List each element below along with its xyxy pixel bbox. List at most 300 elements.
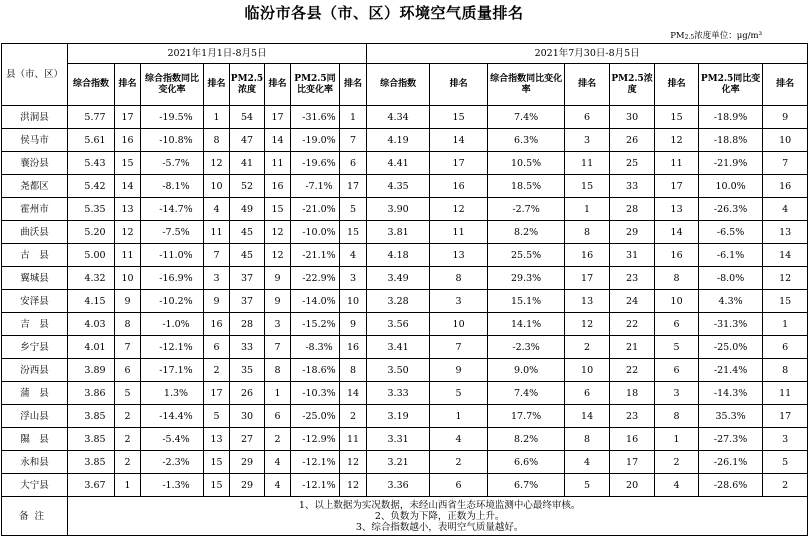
table-cell: 6 xyxy=(565,382,610,405)
table-cell: 4.15 xyxy=(68,290,115,313)
table-cell: 2 xyxy=(115,451,141,474)
table-cell: 7 xyxy=(430,336,488,359)
table-cell: 7.4% xyxy=(488,382,565,405)
county-name: 洪洞县 xyxy=(2,106,68,129)
table-cell: -14.4% xyxy=(141,405,204,428)
table-cell: 16 xyxy=(204,313,230,336)
table-cell: 33 xyxy=(610,175,655,198)
table-cell: 15 xyxy=(565,175,610,198)
table-cell: 6 xyxy=(655,313,699,336)
notes-row xyxy=(2,497,808,536)
table-cell: -5.7% xyxy=(141,152,204,175)
table-cell: 11 xyxy=(565,152,610,175)
table-cell: -8.3% xyxy=(291,336,340,359)
county-name: 蒲 县 xyxy=(2,382,68,405)
table-cell: 2 xyxy=(265,428,291,451)
col-index-change: 综合指数同比变化率 xyxy=(141,64,204,106)
period1-header: 2021年1月1日-8月5日 xyxy=(68,44,367,64)
table-cell: 15 xyxy=(204,474,230,497)
table-cell: 1 xyxy=(115,474,141,497)
table-cell: 17 xyxy=(265,106,291,129)
table-cell: 8 xyxy=(115,313,141,336)
table-cell: 3.33 xyxy=(367,382,430,405)
table-cell: -21.9% xyxy=(699,152,763,175)
table-row xyxy=(2,405,808,428)
table-cell: 17 xyxy=(115,106,141,129)
table-cell: 28 xyxy=(610,198,655,221)
table-cell: 14 xyxy=(655,221,699,244)
table-cell: 15 xyxy=(204,451,230,474)
table-cell: 17 xyxy=(204,382,230,405)
table-cell: 1 xyxy=(340,106,367,129)
col-rank: 排名 xyxy=(340,64,367,106)
table-cell: 4 xyxy=(265,474,291,497)
county-name: 襄汾县 xyxy=(2,152,68,175)
table-cell: 3.28 xyxy=(367,290,430,313)
table-cell: 14 xyxy=(115,175,141,198)
table-cell: 10.5% xyxy=(488,152,565,175)
table-cell: 5 xyxy=(763,451,808,474)
col-index: 综合指数 xyxy=(68,64,115,106)
table-cell: 25.5% xyxy=(488,244,565,267)
table-cell: 4.01 xyxy=(68,336,115,359)
table-cell: 3.85 xyxy=(68,428,115,451)
table-cell: -1.3% xyxy=(141,474,204,497)
table-cell: 8 xyxy=(265,359,291,382)
table-cell: 4 xyxy=(655,474,699,497)
table-cell: 6 xyxy=(115,359,141,382)
table-cell: 12 xyxy=(565,313,610,336)
table-cell: 17 xyxy=(340,175,367,198)
table-cell: 9 xyxy=(265,267,291,290)
county-name: 尧都区 xyxy=(2,175,68,198)
table-cell: 1 xyxy=(565,198,610,221)
table-cell: 13 xyxy=(655,198,699,221)
table-cell: 4 xyxy=(430,428,488,451)
table-cell: 11 xyxy=(265,152,291,175)
table-row xyxy=(2,198,808,221)
table-cell: 10 xyxy=(115,267,141,290)
table-cell: 24 xyxy=(610,290,655,313)
table-cell: -18.8% xyxy=(699,129,763,152)
table-cell: 11 xyxy=(115,244,141,267)
table-cell: 23 xyxy=(610,267,655,290)
table-cell: 4.3% xyxy=(699,290,763,313)
table-cell: 14.1% xyxy=(488,313,565,336)
table-cell: 12 xyxy=(763,267,808,290)
col-rank: 排名 xyxy=(265,64,291,106)
unit-label: PM2.5浓度单位：μg/m³ xyxy=(670,31,762,41)
table-cell: -14.7% xyxy=(141,198,204,221)
table-cell: 30 xyxy=(610,106,655,129)
county-name: 安泽县 xyxy=(2,290,68,313)
table-cell: -8.0% xyxy=(699,267,763,290)
table-cell: -26.1% xyxy=(699,451,763,474)
county-name: 乡宁县 xyxy=(2,336,68,359)
table-cell: -10.2% xyxy=(141,290,204,313)
table-cell: -14.3% xyxy=(699,382,763,405)
table-cell: 3.36 xyxy=(367,474,430,497)
table-cell: 9 xyxy=(204,290,230,313)
table-cell: 6 xyxy=(340,152,367,175)
table-cell: 6.3% xyxy=(488,129,565,152)
table-cell: 12 xyxy=(340,474,367,497)
county-name: 曲沃县 xyxy=(2,221,68,244)
table-cell: 2 xyxy=(763,474,808,497)
table-cell: 8 xyxy=(430,267,488,290)
table-cell: -8.1% xyxy=(141,175,204,198)
table-cell: 11 xyxy=(430,221,488,244)
table-cell: 17 xyxy=(610,451,655,474)
table-cell: 25 xyxy=(610,152,655,175)
table-cell: 3.67 xyxy=(68,474,115,497)
table-cell: 23 xyxy=(610,405,655,428)
table-cell: -2.3% xyxy=(141,451,204,474)
table-cell: 4.34 xyxy=(367,106,430,129)
table-cell: 33 xyxy=(230,336,265,359)
table-cell: 3.89 xyxy=(68,359,115,382)
table-cell: 1 xyxy=(265,382,291,405)
table-cell: 1 xyxy=(204,106,230,129)
table-cell: 1.3% xyxy=(141,382,204,405)
table-cell: 5.43 xyxy=(68,152,115,175)
col-rank: 排名 xyxy=(763,64,808,106)
table-cell: 9 xyxy=(340,313,367,336)
table-cell: -6.5% xyxy=(699,221,763,244)
table-cell: 16 xyxy=(610,428,655,451)
table-cell: 13 xyxy=(565,290,610,313)
table-cell: 14 xyxy=(430,129,488,152)
table-cell: 4 xyxy=(204,198,230,221)
table-cell: 16 xyxy=(430,175,488,198)
table-cell: 5 xyxy=(340,198,367,221)
table-row xyxy=(2,474,808,497)
table-cell: 47 xyxy=(230,129,265,152)
table-cell: -16.9% xyxy=(141,267,204,290)
table-row xyxy=(2,313,808,336)
notes-text xyxy=(68,497,808,536)
table-cell: 8 xyxy=(565,221,610,244)
table-cell: 12 xyxy=(204,152,230,175)
table-cell: 5.00 xyxy=(68,244,115,267)
table-cell: -11.0% xyxy=(141,244,204,267)
table-cell: -10.8% xyxy=(141,129,204,152)
table-cell: 8 xyxy=(204,129,230,152)
table-cell: 29 xyxy=(230,474,265,497)
table-cell: -10.3% xyxy=(291,382,340,405)
table-cell: -25.0% xyxy=(291,405,340,428)
table-cell: -18.9% xyxy=(699,106,763,129)
table-cell: 10 xyxy=(340,290,367,313)
note-line: 1、以上数据为实况数据，未经山西省生态环境监测中心最终审核。 xyxy=(298,499,581,511)
table-cell: -22.9% xyxy=(291,267,340,290)
table-cell: 13 xyxy=(763,221,808,244)
table-cell: 4.18 xyxy=(367,244,430,267)
table-cell: 21 xyxy=(610,336,655,359)
table-cell: 4.35 xyxy=(367,175,430,198)
table-row xyxy=(2,336,808,359)
table-cell: 4.03 xyxy=(68,313,115,336)
table-cell: 29 xyxy=(610,221,655,244)
note-line: 3、综合指数越小，表明空气质量越好。 xyxy=(355,521,524,533)
table-cell: 8.2% xyxy=(488,428,565,451)
table-row xyxy=(2,428,808,451)
table-cell: 5 xyxy=(655,336,699,359)
county-name: 翼城县 xyxy=(2,267,68,290)
county-name: 汾西县 xyxy=(2,359,68,382)
table-cell: 31 xyxy=(610,244,655,267)
table-cell: 10.0% xyxy=(699,175,763,198)
table-cell: 2 xyxy=(565,336,610,359)
table-row xyxy=(2,152,808,175)
table-row xyxy=(2,382,808,405)
table-cell: 11 xyxy=(655,152,699,175)
table-cell: 5.77 xyxy=(68,106,115,129)
table-cell: 5.42 xyxy=(68,175,115,198)
table-cell: -21.1% xyxy=(291,244,340,267)
table-cell: 3.21 xyxy=(367,451,430,474)
note-line: 2、负数为下降，正数为上升。 xyxy=(374,510,505,522)
table-row xyxy=(2,129,808,152)
table-cell: 26 xyxy=(230,382,265,405)
table-cell: 35 xyxy=(230,359,265,382)
table-cell: -7.1% xyxy=(291,175,340,198)
table-cell: 3 xyxy=(204,267,230,290)
table-cell: 2 xyxy=(115,405,141,428)
table-row xyxy=(2,221,808,244)
table-cell: 2 xyxy=(115,428,141,451)
table-cell: 6 xyxy=(763,336,808,359)
table-cell: 9 xyxy=(265,290,291,313)
table-cell: 8 xyxy=(655,267,699,290)
table-cell: -14.0% xyxy=(291,290,340,313)
table-cell: -19.6% xyxy=(291,152,340,175)
table-cell: 54 xyxy=(230,106,265,129)
table-cell: 4.19 xyxy=(367,129,430,152)
table-cell: 13 xyxy=(430,244,488,267)
table-cell: 52 xyxy=(230,175,265,198)
table-cell: 4 xyxy=(340,244,367,267)
table-cell: 6 xyxy=(565,106,610,129)
table-cell: 15 xyxy=(763,290,808,313)
table-cell: 17.7% xyxy=(488,405,565,428)
period2-header: 2021年7月30日-8月5日 xyxy=(367,44,808,64)
table-cell: -26.3% xyxy=(699,198,763,221)
table-cell: 2 xyxy=(655,451,699,474)
table-cell: 2 xyxy=(430,451,488,474)
table-cell: -7.5% xyxy=(141,221,204,244)
county-name: 永和县 xyxy=(2,451,68,474)
col-pm25-change: PM2.5同比变化率 xyxy=(699,64,763,106)
table-cell: 22 xyxy=(610,313,655,336)
table-cell: 8 xyxy=(763,359,808,382)
col-pm25-change: PM2.5同比变化率 xyxy=(291,64,340,106)
table-cell: 28 xyxy=(230,313,265,336)
table-cell: 11 xyxy=(340,428,367,451)
table-cell: -31.3% xyxy=(699,313,763,336)
table-cell: 3.31 xyxy=(367,428,430,451)
table-row xyxy=(2,290,808,313)
table-cell: 4 xyxy=(565,451,610,474)
table-cell: 4 xyxy=(265,451,291,474)
table-cell: 6 xyxy=(430,474,488,497)
table-cell: 7 xyxy=(204,244,230,267)
table-cell: -19.0% xyxy=(291,129,340,152)
table-row xyxy=(2,106,808,129)
table-cell: 3.85 xyxy=(68,451,115,474)
table-cell: 10 xyxy=(565,359,610,382)
table-cell: 2 xyxy=(204,359,230,382)
table-cell: 6 xyxy=(204,336,230,359)
table-cell: 2 xyxy=(340,405,367,428)
county-name: 霍州市 xyxy=(2,198,68,221)
table-cell: 12 xyxy=(430,198,488,221)
table-row xyxy=(2,359,808,382)
table-cell: 12 xyxy=(265,221,291,244)
table-cell: 41 xyxy=(230,152,265,175)
table-cell: 15 xyxy=(655,106,699,129)
table-cell: 5.61 xyxy=(68,129,115,152)
table-cell: 8 xyxy=(655,405,699,428)
table-cell: 29.3% xyxy=(488,267,565,290)
col-rank: 排名 xyxy=(565,64,610,106)
table-row xyxy=(2,451,808,474)
table-row xyxy=(2,267,808,290)
table-cell: 10 xyxy=(763,129,808,152)
table-cell: 5 xyxy=(204,405,230,428)
table-cell: 9 xyxy=(763,106,808,129)
table-cell: 11 xyxy=(763,382,808,405)
table-cell: 3.50 xyxy=(367,359,430,382)
table-cell: -12.9% xyxy=(291,428,340,451)
table-cell: 30 xyxy=(230,405,265,428)
table-cell: -28.6% xyxy=(699,474,763,497)
table-cell: 15 xyxy=(115,152,141,175)
table-cell: -21.4% xyxy=(699,359,763,382)
ranking-table xyxy=(1,43,808,536)
table-cell: 3.19 xyxy=(367,405,430,428)
table-cell: 5 xyxy=(430,382,488,405)
col-rank: 排名 xyxy=(115,64,141,106)
table-cell: 10 xyxy=(204,175,230,198)
table-cell: -21.0% xyxy=(291,198,340,221)
table-cell: 3 xyxy=(763,428,808,451)
table-cell: 16 xyxy=(265,175,291,198)
table-cell: 3.49 xyxy=(367,267,430,290)
col-rank: 排名 xyxy=(204,64,230,106)
table-cell: 16 xyxy=(763,175,808,198)
table-row xyxy=(2,244,808,267)
table-cell: 12 xyxy=(655,129,699,152)
table-cell: 45 xyxy=(230,221,265,244)
table-cell: 29 xyxy=(230,451,265,474)
table-cell: 14 xyxy=(565,405,610,428)
table-cell: 12 xyxy=(265,244,291,267)
table-cell: 17 xyxy=(565,267,610,290)
table-cell: -15.2% xyxy=(291,313,340,336)
table-cell: 6.6% xyxy=(488,451,565,474)
page-title: 临汾市各县（市、区）环境空气质量排名 xyxy=(244,4,524,22)
table-cell: 12 xyxy=(340,451,367,474)
table-cell: 18 xyxy=(610,382,655,405)
table-cell: 16 xyxy=(655,244,699,267)
table-cell: 35.3% xyxy=(699,405,763,428)
col-rank: 排名 xyxy=(655,64,699,106)
table-cell: 4.32 xyxy=(68,267,115,290)
table-cell: 16 xyxy=(565,244,610,267)
table-cell: 17 xyxy=(430,152,488,175)
table-cell: 8.2% xyxy=(488,221,565,244)
table-cell: 7.4% xyxy=(488,106,565,129)
table-cell: 22 xyxy=(610,359,655,382)
table-cell: 45 xyxy=(230,244,265,267)
table-cell: 3.81 xyxy=(367,221,430,244)
table-cell: 11 xyxy=(204,221,230,244)
table-cell: 18.5% xyxy=(488,175,565,198)
table-cell: 37 xyxy=(230,267,265,290)
county-name: 古 县 xyxy=(2,244,68,267)
table-cell: -12.1% xyxy=(141,336,204,359)
table-cell: -31.6% xyxy=(291,106,340,129)
table-cell: 13 xyxy=(204,428,230,451)
table-cell: -6.1% xyxy=(699,244,763,267)
county-name: 大宁县 xyxy=(2,474,68,497)
county-name: 侯马市 xyxy=(2,129,68,152)
table-cell: 5 xyxy=(565,474,610,497)
county-name: 隰 县 xyxy=(2,428,68,451)
table-cell: -19.5% xyxy=(141,106,204,129)
table-cell: 7 xyxy=(265,336,291,359)
table-cell: 16 xyxy=(115,129,141,152)
col-index-change: 综合指数同比变化率 xyxy=(488,64,565,106)
table-cell: 3.41 xyxy=(367,336,430,359)
table-cell: 3 xyxy=(655,382,699,405)
table-cell: -27.3% xyxy=(699,428,763,451)
table-cell: 3.56 xyxy=(367,313,430,336)
table-cell: 9.0% xyxy=(488,359,565,382)
table-cell: 15 xyxy=(265,198,291,221)
county-name: 吉 县 xyxy=(2,313,68,336)
table-cell: 3.85 xyxy=(68,405,115,428)
table-cell: -2.3% xyxy=(488,336,565,359)
table-cell: 6 xyxy=(655,359,699,382)
col-pm25: PM2.5浓度 xyxy=(610,64,655,106)
table-cell: 15 xyxy=(430,106,488,129)
table-cell: 49 xyxy=(230,198,265,221)
table-cell: 3 xyxy=(265,313,291,336)
table-cell: 17 xyxy=(763,405,808,428)
table-cell: 1 xyxy=(763,313,808,336)
table-cell: 6.7% xyxy=(488,474,565,497)
county-name: 浮山县 xyxy=(2,405,68,428)
col-index: 综合指数 xyxy=(367,64,430,106)
table-cell: 10 xyxy=(430,313,488,336)
table-cell: -12.1% xyxy=(291,451,340,474)
table-cell: 9 xyxy=(115,290,141,313)
col-pm25: PM2.5浓度 xyxy=(230,64,265,106)
table-cell: -2.7% xyxy=(488,198,565,221)
table-cell: 5.20 xyxy=(68,221,115,244)
table-cell: 6 xyxy=(265,405,291,428)
col-rank: 排名 xyxy=(430,64,488,106)
table-cell: -12.1% xyxy=(291,474,340,497)
table-cell: 17 xyxy=(655,175,699,198)
table-cell: 3 xyxy=(430,290,488,313)
table-cell: 8 xyxy=(565,428,610,451)
table-cell: 3 xyxy=(565,129,610,152)
table-cell: 14 xyxy=(340,382,367,405)
table-cell: 37 xyxy=(230,290,265,313)
